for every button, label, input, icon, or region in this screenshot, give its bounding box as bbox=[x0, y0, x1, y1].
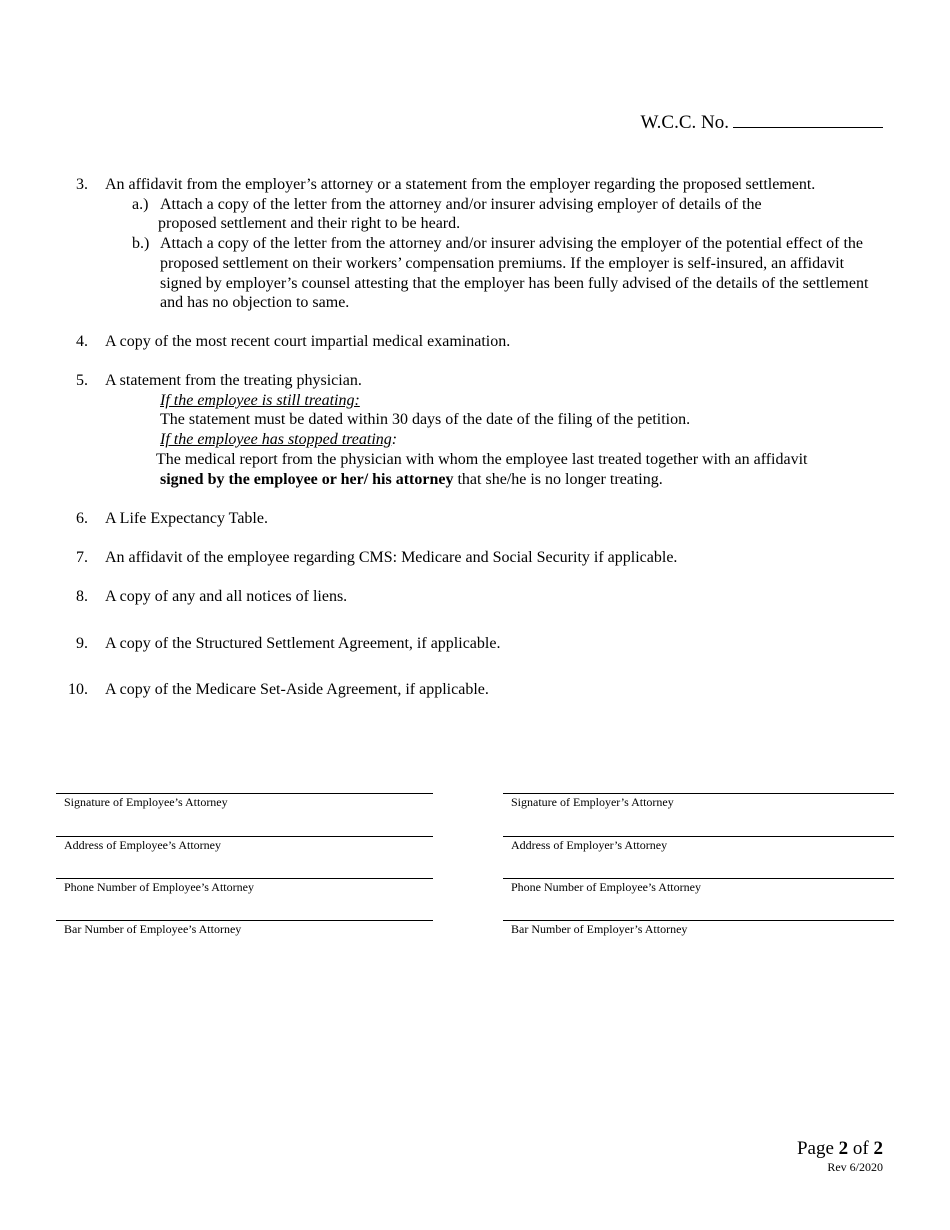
item-number: 10. bbox=[68, 681, 88, 698]
employer-attorney-signature-label: Signature of Employer’s Attorney bbox=[511, 795, 674, 809]
item-text: An affidavit of the employee regarding CMS: Medicare and Social Security if applicable. bbox=[105, 549, 678, 566]
sub-item-label: a.) bbox=[132, 195, 149, 213]
item-number: 8. bbox=[76, 588, 88, 605]
list-item-5 bbox=[60, 371, 884, 489]
employer-attorney-phone-line[interactable] bbox=[503, 878, 894, 879]
employee-attorney-phone-line[interactable] bbox=[56, 878, 433, 879]
employer-attorney-signature-line[interactable] bbox=[503, 793, 894, 794]
sub-item-b bbox=[132, 234, 884, 313]
employer-attorney-phone-label: Phone Number of Employee’s Attorney bbox=[511, 880, 701, 894]
sub-item-a bbox=[132, 195, 884, 234]
sub-item-label: b.) bbox=[132, 235, 150, 253]
list-item-9 bbox=[60, 634, 884, 654]
list-item-6 bbox=[60, 509, 884, 529]
item-number: 4. bbox=[76, 333, 88, 350]
list-item-10 bbox=[60, 680, 884, 700]
list-item-8 bbox=[60, 587, 884, 607]
sub-item-text: Attach a copy of the letter from the attorney and/or insurer advising the employer of the potential effect of the proposed settlement on their workers’ compensation premiums. If the employer is self-insured, an affidavit signed by employer’s counsel attesting that the employer has been fully advised of the details of the settlement and has no objection to same. bbox=[160, 235, 869, 312]
item-text: A copy of the most recent court impartial medical examination. bbox=[105, 333, 511, 350]
employer-attorney-address-label: Address of Employer’s Attorney bbox=[511, 838, 668, 852]
stopped-treating-bold-text: signed by the employee or her/ his attorney bbox=[160, 470, 454, 488]
item-number: 6. bbox=[76, 510, 88, 527]
still-treating-heading: If the employee is still treating: bbox=[160, 391, 360, 409]
employee-attorney-signature-line[interactable] bbox=[56, 793, 433, 794]
list-item-4 bbox=[60, 332, 884, 352]
employee-attorney-phone-label: Phone Number of Employee’s Attorney bbox=[64, 880, 254, 894]
stopped-treating-colon: : bbox=[391, 431, 398, 449]
item-text: A copy of the Structured Settlement Agreement, if applicable. bbox=[105, 635, 501, 652]
item-text: An affidavit from the employer’s attorney or a statement from the employer regarding the proposed settlement. bbox=[105, 176, 816, 193]
stopped-treating-text-rest: that she/he is no longer treating. bbox=[453, 470, 663, 488]
employee-attorney-signature-label: Signature of Employee’s Attorney bbox=[64, 795, 228, 809]
employer-attorney-bar-line[interactable] bbox=[503, 920, 894, 921]
item-text: A copy of any and all notices of liens. bbox=[105, 588, 348, 605]
still-treating-text: The statement must be dated within 30 days of the date of the filing of the petition. bbox=[160, 411, 691, 429]
page-number bbox=[797, 1138, 883, 1160]
sub-item-text-line2: proposed settlement and their right to be heard. bbox=[158, 215, 461, 233]
item-number: 7. bbox=[76, 549, 88, 566]
employee-attorney-address-label: Address of Employee’s Attorney bbox=[64, 838, 221, 852]
page-current: 2 bbox=[838, 1138, 849, 1159]
list-item-3 bbox=[60, 175, 884, 313]
page-word: Page bbox=[796, 1138, 834, 1159]
item-text: A Life Expectancy Table. bbox=[105, 510, 268, 527]
stopped-treating-heading: If the employee has stopped treating bbox=[160, 431, 392, 449]
item-text: A copy of the Medicare Set-Aside Agreement, if applicable. bbox=[105, 681, 489, 698]
list-item-7 bbox=[60, 548, 884, 568]
employee-attorney-bar-line[interactable] bbox=[56, 920, 433, 921]
wcc-number-blank[interactable] bbox=[733, 112, 883, 128]
employee-attorney-address-line[interactable] bbox=[56, 836, 433, 837]
wcc-number-field bbox=[640, 112, 883, 134]
stopped-treating-text-line1: The medical report from the physician with whom the employee last treated together with an affidavit bbox=[156, 450, 808, 468]
employer-attorney-bar-label: Bar Number of Employer’s Attorney bbox=[511, 922, 688, 936]
revision-date: Rev 6/2020 bbox=[827, 1160, 883, 1174]
sub-item-text-line1: Attach a copy of the letter from the attorney and/or insurer advising employer of details of the bbox=[160, 195, 762, 213]
page-footer bbox=[797, 1138, 883, 1174]
item-number: 9. bbox=[76, 635, 88, 652]
employee-attorney-bar-label: Bar Number of Employee’s Attorney bbox=[64, 922, 242, 936]
item-number: 5. bbox=[76, 372, 88, 389]
employer-attorney-address-line[interactable] bbox=[503, 836, 894, 837]
wcc-label: W.C.C. No. bbox=[640, 112, 729, 133]
page-total: 2 bbox=[873, 1138, 883, 1159]
item-number: 3. bbox=[76, 176, 88, 193]
page-of: of bbox=[852, 1138, 869, 1159]
item-text: A statement from the treating physician. bbox=[105, 372, 362, 389]
